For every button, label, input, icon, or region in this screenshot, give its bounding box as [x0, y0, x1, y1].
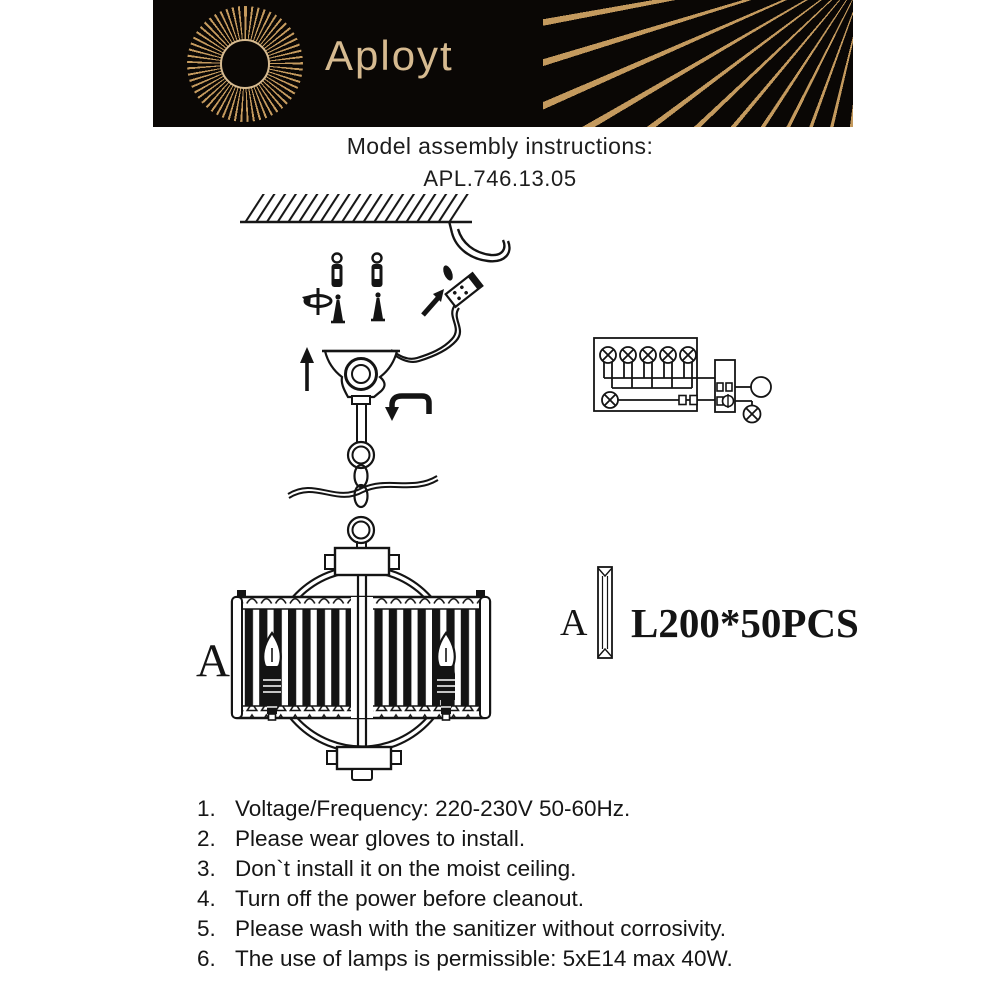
instruction-item	[197, 824, 897, 854]
banner-rays-decoration	[543, 0, 853, 127]
instruction-number: 3.	[197, 856, 216, 881]
chandelier-body	[232, 548, 490, 780]
instruction-text: Voltage/Frequency: 220-230V 50-60Hz.	[235, 796, 631, 821]
instruction-number: 2.	[197, 826, 216, 851]
page-title: Model assembly instructions:	[346, 133, 654, 159]
instruction-item	[197, 944, 897, 974]
instruction-text: The use of lamps is permissible: 5xE14 max 40W.	[235, 946, 733, 971]
lamp-symbol	[744, 406, 761, 423]
instruction-number: 5.	[197, 916, 216, 941]
hook-icon	[385, 396, 429, 421]
brand-banner	[153, 0, 853, 127]
instruction-item	[197, 794, 897, 824]
instruction-item	[197, 914, 897, 944]
instruction-number: 4.	[197, 886, 216, 911]
title-block	[0, 133, 1000, 192]
screw-icon	[371, 292, 385, 320]
instruction-number: 1.	[197, 796, 216, 821]
detail-label-a: A	[560, 602, 588, 644]
sunburst-logo-icon	[187, 6, 303, 122]
wall-anchor-icon	[372, 254, 383, 288]
insert-arrow-icon	[423, 289, 444, 315]
up-arrow-icon	[300, 347, 314, 391]
sunburst-core	[220, 39, 270, 89]
ceiling-canopy	[322, 351, 400, 404]
instruction-text: Please wash with the sanitizer without corrosivity.	[235, 916, 727, 941]
instruction-item	[197, 884, 897, 914]
instruction-text: Please wear gloves to install.	[235, 826, 526, 851]
ceiling-hatch	[240, 194, 475, 222]
instruction-item	[197, 854, 897, 884]
wall-anchor-icon	[332, 254, 343, 288]
crystal-rod-detail	[560, 567, 859, 658]
instruction-text: Don`t install it on the moist ceiling.	[235, 856, 577, 881]
rod-spec-label: L200*50PCS	[631, 600, 859, 646]
brand-name: Aployt	[325, 32, 454, 79]
screw-icon	[331, 294, 345, 322]
instructions-list	[197, 794, 897, 974]
mains-wire-connector	[391, 221, 509, 362]
model-number: APL.746.13.05	[423, 166, 577, 191]
instruction-number: 6.	[197, 946, 216, 971]
rotate-screw-icon	[302, 288, 331, 315]
instruction-text: Turn off the power before cleanout.	[235, 886, 584, 911]
assembly-diagram	[0, 185, 1000, 800]
chain-suspension	[288, 404, 438, 549]
shade-label-a: A	[196, 635, 230, 687]
wiring-diagram	[594, 338, 771, 423]
